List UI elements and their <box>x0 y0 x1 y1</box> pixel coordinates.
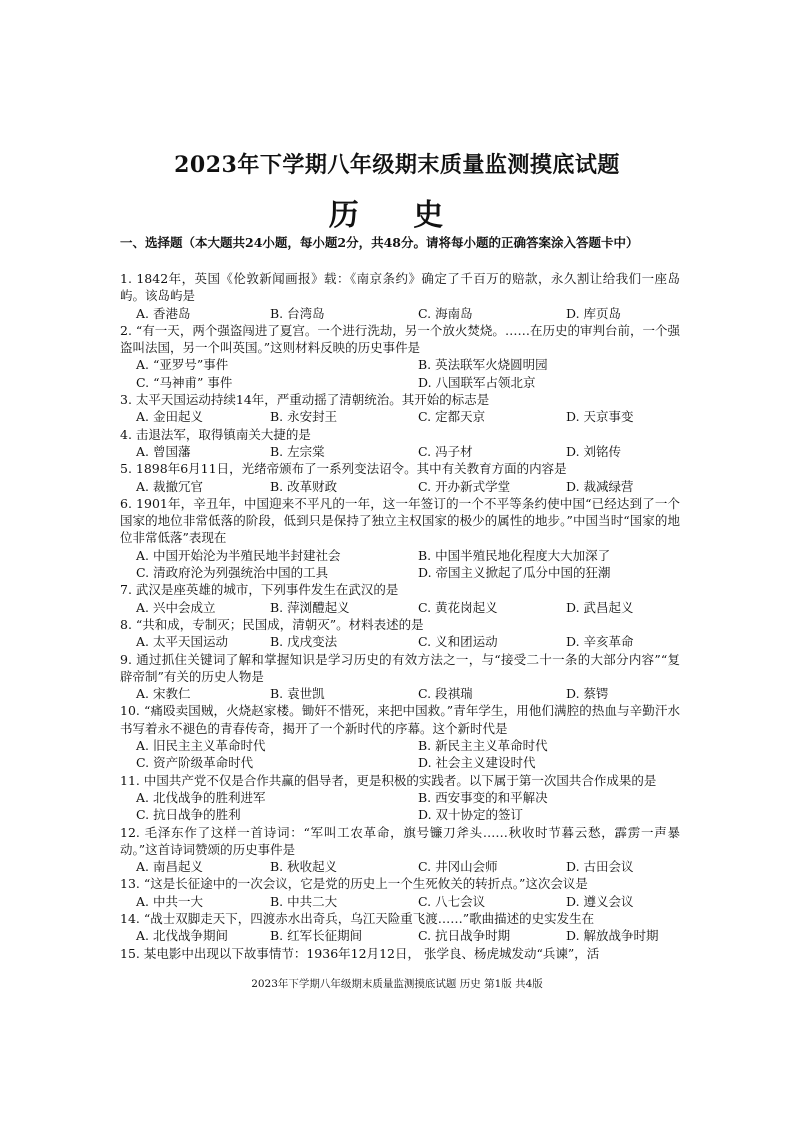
option-b: B. 西安事变的和平解决 <box>418 789 548 805</box>
question-stem: 2. “有一天，两个强盗闯进了夏宫。一个进行洗劫，另一个放火焚烧。……在历史的审判台前，一个强盗叫法国，另一个叫英国。”这则材料反映的历史事件是 <box>120 322 680 356</box>
option-c: C. 资产阶级革命时代 <box>136 755 254 771</box>
option-b: B. 改革财政 <box>270 478 338 494</box>
question-stem: 11. 中国共产党不仅是合作共赢的倡导者，更是积极的实践者。以下属于第一次国共合作成果的是 <box>120 772 657 788</box>
option-b: B. 戊戌变法 <box>270 634 338 650</box>
question-stem: 13. “这是长征途中的一次会议，它是党的历史上一个生死攸关的转折点。”这次会议是 <box>120 876 588 892</box>
option-d: D. 武昌起义 <box>566 599 634 615</box>
option-c: C. 开办新式学堂 <box>418 478 511 494</box>
option-row <box>120 927 680 944</box>
option-d: D. 天京事变 <box>566 409 634 425</box>
option-c: C. 冯子材 <box>418 443 473 459</box>
option-d: D. 解放战争时期 <box>566 928 659 944</box>
option-c: C. 八七会议 <box>418 893 486 909</box>
option-d: D. 古田会议 <box>566 859 634 875</box>
question-stem: 15. 某电影中出现以下故事情节：1936年12月12日， 张学良、杨虎城发动“兵谏”，活 <box>120 945 600 961</box>
question-4 <box>120 426 680 461</box>
option-a: A. 曾国藩 <box>136 443 191 459</box>
option-d: D. 遵义会议 <box>566 893 634 909</box>
option-b: B. 袁世凯 <box>270 686 325 702</box>
question-stem: 14. “战士双脚走天下，四渡赤水出奇兵，乌江天险重飞渡……”歌曲描述的史实发生在 <box>120 910 595 926</box>
option-d: D. 社会主义建设时代 <box>418 755 536 771</box>
option-a: A. 太平天国运动 <box>136 634 228 650</box>
option-c: C. 段祺瑞 <box>418 686 473 702</box>
question-stem: 10. “痛殴卖国贼，火烧赵家楼。锄奸不惜死，来把中国救。”青年学生，用他们满腔的热血与辛勤汗水书写着永不褪色的青春传奇，揭开了一个新时代的序幕。这个新时代是 <box>120 703 680 736</box>
option-c: C. 井冈山会师 <box>418 859 498 875</box>
question-7 <box>120 581 680 616</box>
question-13 <box>120 875 680 910</box>
question-3 <box>120 391 680 426</box>
question-stem: 7. 武汉是座英雄的城市，下列事件发生在武汉的是 <box>120 582 399 598</box>
option-row <box>120 754 680 771</box>
option-row <box>120 408 680 425</box>
option-b: B. 中共二大 <box>270 893 338 909</box>
option-c: C. 抗日战争的胜利 <box>136 807 241 823</box>
question-list <box>120 270 680 962</box>
option-c: C. 海南岛 <box>418 305 473 321</box>
section-heading: 一、选择题（本大题共24小题，每小题2分，共48分。请将每小题的正确答案涂入答题卡中） <box>120 235 639 250</box>
option-c: C. 黄花岗起义 <box>418 599 498 615</box>
option-c: C. 抗日战争时期 <box>418 928 511 944</box>
option-row <box>120 478 680 495</box>
option-row <box>120 443 680 460</box>
question-stem: 8. “共和成，专制灭；民国成，清朝灭”。材料表述的是 <box>120 616 424 632</box>
option-c: C. 清政府沦为列强统治中国的工具 <box>136 565 329 581</box>
option-b: B. 台湾岛 <box>270 305 325 321</box>
option-row <box>120 685 680 702</box>
question-11 <box>120 772 680 824</box>
question-stem: 4. 击退法军，取得镇南关大捷的是 <box>120 426 311 442</box>
option-d: D. 双十协定的签订 <box>418 807 524 823</box>
option-a: A. 中国开始沦为半殖民地半封建社会 <box>136 547 341 563</box>
option-row <box>120 806 680 823</box>
option-row <box>120 633 680 650</box>
question-15 <box>120 945 680 962</box>
exam-title: 2023年下学期八年级期末质量监测摸底试题 <box>174 152 620 178</box>
option-c: C. “马神甫” 事件 <box>136 374 233 390</box>
option-d: D. 库页岛 <box>566 305 622 321</box>
option-b: B. 新民主主义革命时代 <box>418 738 548 754</box>
option-a: A. 中共一大 <box>136 893 203 909</box>
option-row <box>120 564 680 581</box>
option-d: D. 刘铭传 <box>566 443 622 459</box>
option-row <box>120 356 680 373</box>
question-2 <box>120 322 680 391</box>
option-row <box>120 858 680 875</box>
option-a: A. 金田起义 <box>136 409 203 425</box>
question-1 <box>120 270 680 322</box>
option-c: C. 义和团运动 <box>418 634 498 650</box>
question-stem: 6. 1901年，辛丑年，中国迎来不平凡的一年，这一年签订的一个不平等条约使中国“已经达到了一个国家的地位非常低落的阶段，低到只是保持了独立主权国家的极少的属性的地步。”中国当时“国家的地位非常低落”表现在 <box>120 495 680 546</box>
option-b: B. 秋收起义 <box>270 859 338 875</box>
option-d: D. 八国联军占领北京 <box>418 374 536 390</box>
option-a: A. 宋教仁 <box>136 686 191 702</box>
subject-title: 历 史 <box>328 198 466 233</box>
option-b: B. 中国半殖民地化程度大大加深了 <box>418 547 611 563</box>
option-c: C. 定都天京 <box>418 409 486 425</box>
option-a: A. 南昌起义 <box>136 859 203 875</box>
option-row <box>120 599 680 616</box>
question-stem: 12. 毛泽东作了这样一首诗词：“军叫工农革命，旗号镰刀斧头……秋收时节暮云愁，霹雳一声暴动。”这首诗词赞颂的历史事件是 <box>120 824 680 857</box>
question-5 <box>120 460 680 495</box>
option-a: A. “亚罗号”事件 <box>136 357 229 373</box>
option-a: A. 香港岛 <box>136 305 191 321</box>
question-8 <box>120 616 680 651</box>
option-a: A. 兴中会成立 <box>136 599 216 615</box>
question-stem: 9. 通过抓住关键词了解和掌握知识是学习历史的有效方法之一，与“接受二十一条的大部分内容”“复辟帝制”有关的历史人物是 <box>120 651 680 684</box>
option-row <box>120 737 680 754</box>
question-10 <box>120 702 680 771</box>
question-6 <box>120 495 680 581</box>
option-d: D. 辛亥革命 <box>566 634 634 650</box>
option-a: A. 旧民主主义革命时代 <box>136 738 266 754</box>
option-a: A. 北伐战争期间 <box>136 928 228 944</box>
option-row <box>120 893 680 910</box>
option-row <box>120 305 680 322</box>
question-stem: 5. 1898年6月11日，光绪帝颁布了一系列变法诏令。其中有关教育方面的内容是 <box>120 461 567 477</box>
option-a: A. 裁撤冗官 <box>136 478 203 494</box>
option-b: B. 红军长征期间 <box>270 928 363 944</box>
option-b: B. 左宗棠 <box>270 443 325 459</box>
question-stem: 1. 1842年，英国《伦敦新闻画报》载：《南京条约》确定了千百万的赔款，永久割让给我们一座岛屿。该岛屿是 <box>120 271 680 304</box>
question-9 <box>120 651 680 703</box>
option-row <box>120 789 680 806</box>
option-a: A. 北伐战争的胜利进军 <box>136 789 266 805</box>
option-d: D. 帝国主义掀起了瓜分中国的狂潮 <box>418 565 611 581</box>
option-d: D. 裁减绿营 <box>566 478 634 494</box>
option-b: B. 萍浏醴起义 <box>270 599 350 615</box>
option-row <box>120 547 680 564</box>
option-b: B. 英法联军火烧圆明园 <box>418 357 548 373</box>
option-row <box>120 374 680 391</box>
option-b: B. 永安封王 <box>270 409 338 425</box>
question-stem: 3. 太平天国运动持续14年，严重动摇了清朝统治。其开始的标志是 <box>120 392 490 408</box>
option-d: D. 蔡锷 <box>566 686 609 702</box>
question-14 <box>120 910 680 945</box>
question-12 <box>120 824 680 876</box>
page-footer: 2023年下学期八年级期末质量监测摸底试题 历史 第1版 共4版 <box>251 978 543 990</box>
